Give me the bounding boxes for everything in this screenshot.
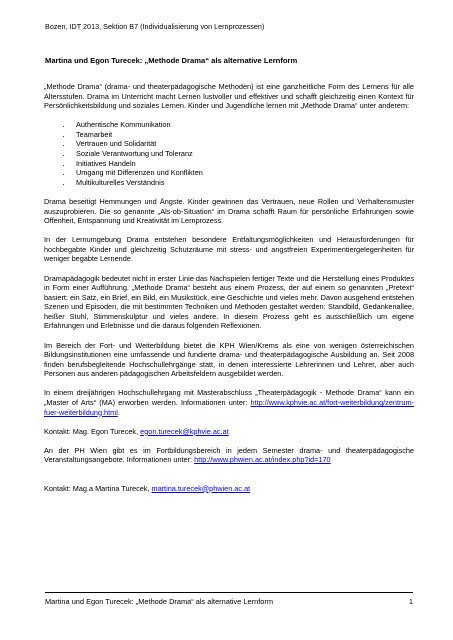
document-title: Martina und Egon Turecek: „Methode Drama“ als alternative Lernform [45,56,298,65]
list-item: • Authentische Kommunikation [72,120,414,130]
page-number: 1 [408,597,413,606]
kphvie-link[interactable]: http://www.kphvie.ac.at/fort-weiterbildung/zentrum-fuer-weiterbildung.html [44,398,414,417]
list-item: • Vertrauen und Solidarität [72,139,414,149]
paragraph-hemmungen: Drama beseitigt Hemmungen und Ängste. Kinder gewinnen das Vertrauen, neue Rollen und Verhaltensmuster auszuprobieren. Die so genannte „Als-ob-Situation“ im Drama schafft Raum für persönliche Erfahrungen sowie Offenheit, Entspannung und Kreativität im Lernprozess. [44,196,414,226]
contact-martina-label: Kontakt: Mag.a Martina Turecek, [44,483,152,493]
paragraph-weiterbildung: Im Bereich der Fort- und Weiterbildung bietet die KPH Wien/Krems als eine von wenigen österreichischen Bildungsinstitutionen eine umfassende und fundierte drama- und theaterpädagogische Ausbildung an. Seit 2008 finden berufsbegleitende Hochschullehrgänge statt, in denen interessierte Lehrerinnen und Lehrer, aber auch Personen aus anderen pädagogischen Arbeitsfeldern ausgebildet werden. [44,340,414,379]
phwien-link[interactable]: http://www.phwien.ac.at/index.php?id=170 [194,455,331,465]
paragraph-lehrgang [44,388,414,417]
list-item: • Teamarbeit [72,130,414,140]
learning-goals-list [44,120,414,187]
list-item: • Soziale Verantwortung und Toleranz [72,149,414,159]
paragraph-phwien [44,446,414,465]
contact-egon-label: Kontakt: Mag. Egon Turecek, [44,426,141,436]
contact-egon [44,427,414,437]
footer-divider [45,592,413,593]
list-item: • Initiatives Handeln [72,159,414,169]
paragraph-lernumgebung: In der Lernumgebung Drama entstehen besondere Entfaltungsmöglichkeiten und Herausforderungen für hochbegabte Kinder und gleichzeitig Schutzräume mit stress- und angstfreien Experimentiergelegenheiten für weniger begabte Lernende. [44,235,414,264]
page-header: Bozen, IDT 2013, Sektion B7 (Individualisierung von Lernprozessen) [45,22,265,31]
egon-email-link[interactable]: egon.turecek@kphvie.ac.at [140,426,229,436]
footer-title: Martina und Egon Turecek: „Methode Drama“ als alternative Lernform [45,597,273,606]
list-item: • Umgang mit Differenzen und Konflikten [72,168,414,178]
lehrgang-text: In einem dreijährigen Hochschullehrgang mit Masterabschluss „Theaterpädagogik - Methode Drama“ kann ein „Master of Arts“ (MA) erworben werden. Informationen unter: [44,388,414,408]
intro-paragraph: „Methode Drama“ (drama- und theaterpädagogische Methoden) ist eine ganzheitliche Form des Lernens für alle Altersstufen. Drama im Unterricht macht Lernen lustvoller und effektiver und schafft gleichzeitig einen Kontext für Persönlichkeitsbildung und soziales Lernen. Kinder und Jugendliche lernen mit „Methode Drama“ unter anderem: [44,82,414,111]
martina-email-link[interactable]: martina.turecek@phwien.ac.at [151,483,251,493]
list-item: • Multikulturelles Verständnis [72,178,414,188]
contact-martina [44,484,414,494]
document-body [44,82,414,503]
page-footer [45,597,413,606]
paragraph-dramapaedagogik: Dramapädagogik bedeutet nicht in erster Linie das Nachspielen fertiger Texte und die Herstellung eines Produktes in Form einer Aufführung. „Methode Drama“ besteht aus einem Prozess, der auf einem so genannten „Pretext“ basiert: ein Satz, ein Brief, ein Bild, ein Musikstück, eine Geschichte und vieles mehr. Davon ausgehend entstehen Szenen und Episoden, die mit bestimmten Techniken und Methoden gestaltet werden: Standbild, Gedankenallee, heißer Stuhl, Stimmenskulptur und vieles andere. In diesem Prozess geht es ausschließlich um eigene Erfahrungen und Erlebnisse und die daraus folgenden Reflexionen. [44,273,414,331]
link-suffix: . [117,407,120,417]
phwien-text: An der PH Wien gibt es im Fortbildungsbereich in jedem Semester drama- und theaterpädagogische Veranstaltungsangebote. Informationen unter: [44,445,414,465]
